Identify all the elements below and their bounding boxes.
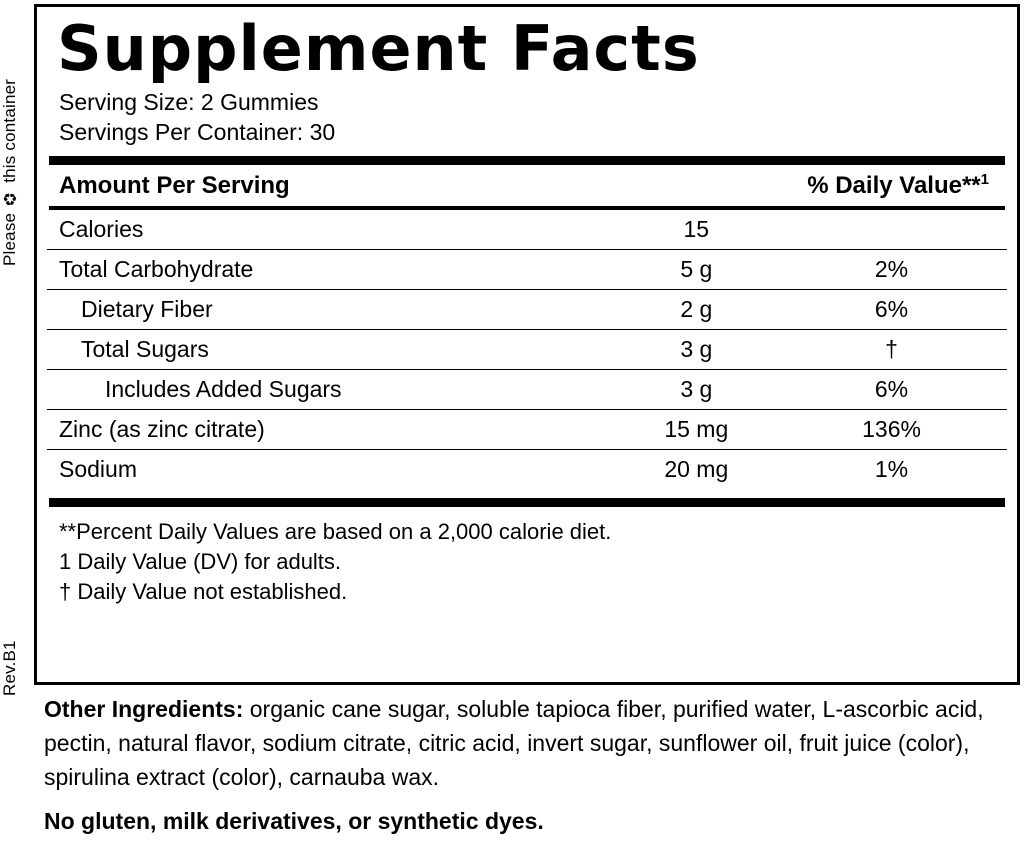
recycle-instruction: Please ♻ this container	[0, 78, 19, 266]
table-row	[47, 290, 1007, 330]
header-spacer	[599, 165, 794, 206]
page-title: Supplement Facts	[57, 12, 700, 85]
table-row	[47, 450, 1007, 490]
footnote-adults: 1 Daily Value (DV) for adults.	[59, 549, 342, 574]
nutrient-dv	[794, 210, 1007, 250]
nutrient-amount: 2 g	[599, 290, 794, 330]
nutrition-header-table	[47, 165, 1007, 206]
nutrient-name: Calories	[47, 210, 599, 250]
allergen-claim: No gluten, milk derivatives, or synthetic dyes.	[44, 808, 544, 834]
facts-panel	[34, 4, 1020, 685]
nutrient-amount: 15 mg	[599, 410, 794, 450]
nutrient-amount: 15	[599, 210, 794, 250]
other-ingredients-text: organic cane sugar, soluble tapioca fiber, purified water, L-ascorbic acid, pectin, natural flavor, sodium citrate, citric acid, invert sugar, sunflower oil, fruit juice (color), spirulina extract (color), carnauba wax.	[44, 696, 984, 790]
nutrient-dv: 2%	[794, 250, 1007, 290]
nutrient-name: Dietary Fiber	[47, 290, 599, 330]
table-row	[47, 410, 1007, 450]
nutrient-name: Sodium	[59, 456, 137, 482]
nutrient-name: Zinc (as zinc citrate)	[47, 410, 599, 450]
table-row	[47, 210, 1007, 250]
nutrient-dv: †	[794, 330, 1007, 370]
table-row	[47, 330, 1007, 370]
table-row	[47, 370, 1007, 410]
footnotes	[59, 517, 1007, 607]
nutrient-amount: 20 mg	[664, 456, 729, 482]
other-ingredients-label: Other Ingredients:	[44, 696, 244, 722]
nutrient-name: Total Carbohydrate	[47, 250, 599, 290]
nutrient-dv: 1%	[874, 456, 909, 482]
nutrient-dv: 6%	[794, 290, 1007, 330]
nutrient-name: Includes Added Sugars	[47, 370, 599, 410]
nutrient-amount: 3 g	[599, 330, 794, 370]
nutrient-dv: 6%	[794, 370, 1007, 410]
divider-thick-bottom	[49, 498, 1005, 507]
daily-value-superscript: 1	[980, 171, 989, 188]
side-rail	[0, 0, 36, 857]
revision-code: Rev.B1	[0, 640, 19, 696]
nutrient-name: Total Sugars	[47, 330, 599, 370]
amount-per-serving-label: Amount Per Serving	[59, 172, 290, 199]
nutrient-dv: 136%	[794, 410, 1007, 450]
other-ingredients	[44, 692, 1020, 794]
servings-per-container: Servings Per Container: 30	[59, 119, 336, 145]
footnote-not-established: † Daily Value not established.	[59, 579, 348, 604]
footnote-daily-values: **Percent Daily Values are based on a 2,000 calorie diet.	[59, 519, 612, 544]
nutrient-amount: 5 g	[599, 250, 794, 290]
daily-value-text: % Daily Value**	[807, 172, 981, 199]
serving-size: Serving Size: 2 Gummies	[59, 89, 319, 115]
daily-value-label	[794, 165, 1007, 206]
nutrition-table	[47, 210, 1007, 489]
nutrient-amount: 3 g	[599, 370, 794, 410]
table-row	[47, 250, 1007, 290]
divider-thick-top	[49, 156, 1005, 165]
